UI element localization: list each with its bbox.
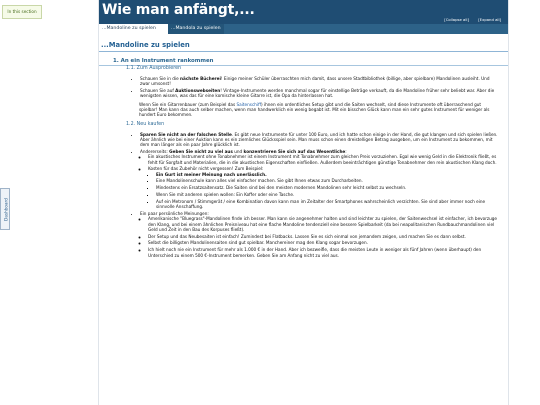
list-item-auction: • Schauen Sie auf Auktionswebseiten! Vintage-Instrumente werden manchmal sogar für einstellige Beträge verkauft, da die Mandoline früher sehr beliebt war. Aber die wenigsten wissen, was das für eine komische kleine Gitarre ist, die Opa da hinterlassen hat.: [140, 88, 498, 99]
list-item-dont-spend: • Andererseits: Geben Sie nicht zu viel aus und konzentrieren Sie sich auf das Wesentliche: ◦ Ein akustisches Instrument ohne Tonabnehmer ist einem Instrument mit Tonabnehmer zum gleichen Preis vorzuziehen. Egal wie wenig Geld in die Elektronik fließt, es fehlt für Sorgfalt und Materialien, die in die akustischen Eigenschaften einfließen. Außerdem beeinträchtigen günstige Tonabnehmer den rein akustischen Klang doch. ◦ Kosten für das Zubehör nicht vergessen! Zum Beispiel: ▪ Ein Gurt ist meiner Meinung nach unerlässlich. ▪ Eine Mandolinenschule kann alles viel einfacher machen. Sie gibt Ihnen etwas zum Durcharbeiten. ▪ Mindestens ein Ersatzsaitensatz. Die Saiten sind bei den meisten modernen Mandolinen sehr leicht selbst zu wechseln. ▪ Wenn Sie mit anderen spielen wollen: Ein Koffer oder eine Tasche. ▪ Auf ein Metronom / Stimmgerät / eine Kombination davon kann man im Zeitalter der Smartphones wahrscheinlich verzichten. Sie sind aber immer noch eine sinnvolle Anschaffung.: [140, 149, 498, 209]
list-item-strap: ▪ Ein Gurt ist meiner Meinung nach unerlässlich.: [156, 172, 498, 177]
tab-mandola[interactable]: ...Mandola zu spielen: [168, 24, 224, 34]
buy-new-section: [99, 122, 508, 258]
list-item-opinions: • Ein paar persönliche Meinungen: ◦ Amerikanische "Bluegrass"-Mandolinen finde ich besser. Man kann sie angenehmer halten und sind leichter zu spielen, der Saitenwechsel ist einfacher, ich bevorzuge den Klang, und bei einem ähnlichen Preisniveau hat eine flache Mandoline tendenziell eine bessere Spielbarkeit (da bei neapolitanischen Rundbauchmandolinen viel Geld und Zeit in den Bau des Korpuses fließt). ◦ Der Setup und das Neubesaiten ist einfach! Zumindest bei Flatbacks. Lassen Sie es sich einmal von jemandem zeigen, und machen Sie es dann selbst. ◦ Selbst die billigsten Mandolinensaiten sind gut spielbar. Manchereiner mag den Klang sogar bevorzugen. ◦ Ich hielt noch nie ein Instrument für mehr als 1.000 € in der Hand. Aber ich bezweifle, dass die meisten Leute in weniger als fünf Jahren (wenn überhaupt) den Unterschied zu einem 500 €-Instrument bemerken. Geben Sie am Anfang nicht zu viel aus.: [140, 211, 498, 258]
page-container: [98, 0, 509, 405]
tab-mandoline[interactable]: ...Mandoline zu spielen: [99, 24, 168, 34]
expand-all-link[interactable]: [Expand all]: [478, 17, 501, 22]
try-out-section: [132, 76, 498, 118]
in-this-section-button[interactable]: In this section: [2, 5, 42, 19]
dashboard-tab[interactable]: [0, 188, 10, 230]
list-item-acoustic: ◦ Ein akustisches Instrument ohne Tonabnehmer ist einem Instrument mit Tonabnehmer zum gleichen Preis vorzuziehen. Egal wie wenig Geld in die Elektronik fließt, es fehlt für Sorgfalt und Materialien, die in die akustischen Eigenschaften einfließen. Außerdem beeinträchtigen günstige Tonabnehmer den rein akustischen Klang doch.: [148, 154, 498, 165]
article-content: [99, 41, 508, 259]
subsection-heading-test: 1.1. Zum Ausprobieren: [126, 66, 182, 71]
list-item-cheap-strings: ◦ Selbst die billigsten Mandolinensaiten sind gut spielbar. Manchereiner mag den Klang sogar bevorzugen.: [148, 240, 498, 245]
list-item-method: ▪ Eine Mandolinenschule kann alles viel einfacher machen. Sie gibt Ihnen etwas zum Durcharbeiten.: [156, 178, 498, 183]
list-item-bluegrass: ◦ Amerikanische "Bluegrass"-Mandolinen finde ich besser. Man kann sie angenehmer halten und sind leichter zu spielen, der Saitenwechsel ist einfacher, ich bevorzuge den Klang, und bei einem ähnlichen Preisniveau hat eine flache Mandoline tendenziell eine bessere Spielbarkeit (da bei neapolitanischen Rundbauchmandolinen viel Geld und Zeit in den Bau des Korpuses fließt).: [148, 216, 498, 232]
page-title: Wie man anfängt,...: [102, 2, 255, 18]
article-heading: ...Mandoline zu spielen: [99, 41, 508, 52]
header-controls: [436, 17, 501, 22]
repair-paragraph: Wenn Sie ein Gitarrenbauer (zum Beispiel das Saitenschiff) ihnen ein ordentliches Setup gibt und die Saiten wechselt, sind diese Instrumente oft überraschend gut spielbar! Man kann das auch selber machen, wenn man handwerklich ein wenig begabt ist. Mit ein bisschen Glück kann man ein sehr gutes Instrument für weniger als hundert Euro bekommen.: [139, 101, 490, 118]
list-item-library: • Schauen Sie in die nächste Bücherei! Einige meiner Schüler überraschten mich damit, dass unsere Stadtbibliothek (billige, aber spielbare) Mandolinen ausleiht. Und zwar umsonst!: [140, 76, 498, 87]
list-item-strings: ▪ Mindestens ein Ersatzsaitensatz. Die Saiten sind bei den meisten modernen Mandolinen sehr leicht selbst zu wechseln.: [156, 185, 498, 190]
page-header: [99, 0, 508, 24]
list-item-accessories: ◦ Kosten für das Zubehör nicht vergessen! Zum Beispiel: ▪ Ein Gurt ist meiner Meinung nach unerlässlich. ▪ Eine Mandolinenschule kann alles viel einfacher machen. Sie gibt Ihnen etwas zum Durcharbeiten. ▪ Mindestens ein Ersatzsaitensatz. Die Saiten sind bei den meisten modernen Mandolinen sehr leicht selbst zu wechseln. ▪ Wenn Sie mit anderen spielen wollen: Ein Koffer oder eine Tasche. ▪ Auf ein Metronom / Stimmgerät / eine Kombination davon kann man im Zeitalter der Smartphones wahrscheinlich verzichten. Sie sind aber immer noch eine sinnvolle Anschaffung.: [148, 166, 498, 209]
list-item-case: ▪ Wenn Sie mit anderen spielen wollen: Ein Koffer oder eine Tasche.: [156, 192, 498, 197]
saitenschiff-link[interactable]: Saitenschiff: [236, 101, 261, 107]
list-item-save: • Sparen Sie nicht an der falschen Stelle. Es gibt neue Instrumente für unter 100 Euro, und ich hatte schon einige in der Hand, die gut klangen und sich spielen ließen. Aber ähnlich wie bei einer Auktion kann es ein ziemliches Glücksspiel sein. Man muss schon einen dreistelligen Betrag ausgeben, um ein Instrument zu bekommen, mit dem man länger als ein paar Jahre glücklich ist.: [140, 132, 498, 148]
list-item-metronome: ▪ Auf ein Metronom / Stimmgerät / eine Kombination davon kann man im Zeitalter der Smartphones wahrscheinlich verzichten. Sie sind aber immer noch eine sinnvolle Anschaffung.: [156, 199, 498, 210]
subsection-heading-buy: 1.2. Neu kaufen: [126, 121, 165, 127]
dashboard-label: Dashboard: [3, 198, 9, 221]
section-heading-instrument: 1. An ein Instrument rankommen: [99, 58, 508, 66]
list-item-setup: ◦ Der Setup und das Neubesaiten ist einfach! Zumindest bei Flatbacks. Lassen Sie es sich einmal von jemandem zeigen, und machen Sie es dann selbst.: [148, 234, 498, 239]
collapse-all-link[interactable]: [Collapse all]: [444, 17, 469, 22]
section-tabs: [99, 24, 508, 34]
list-item-price: ◦ Ich hielt noch nie ein Instrument für mehr als 1.000 € in der Hand. Aber ich bezweifle, dass die meisten Leute in weniger als fünf Jahren (wenn überhaupt) den Unterschied zu einem 500 €-Instrument bemerken. Geben Sie am Anfang nicht zu viel aus.: [148, 247, 498, 258]
